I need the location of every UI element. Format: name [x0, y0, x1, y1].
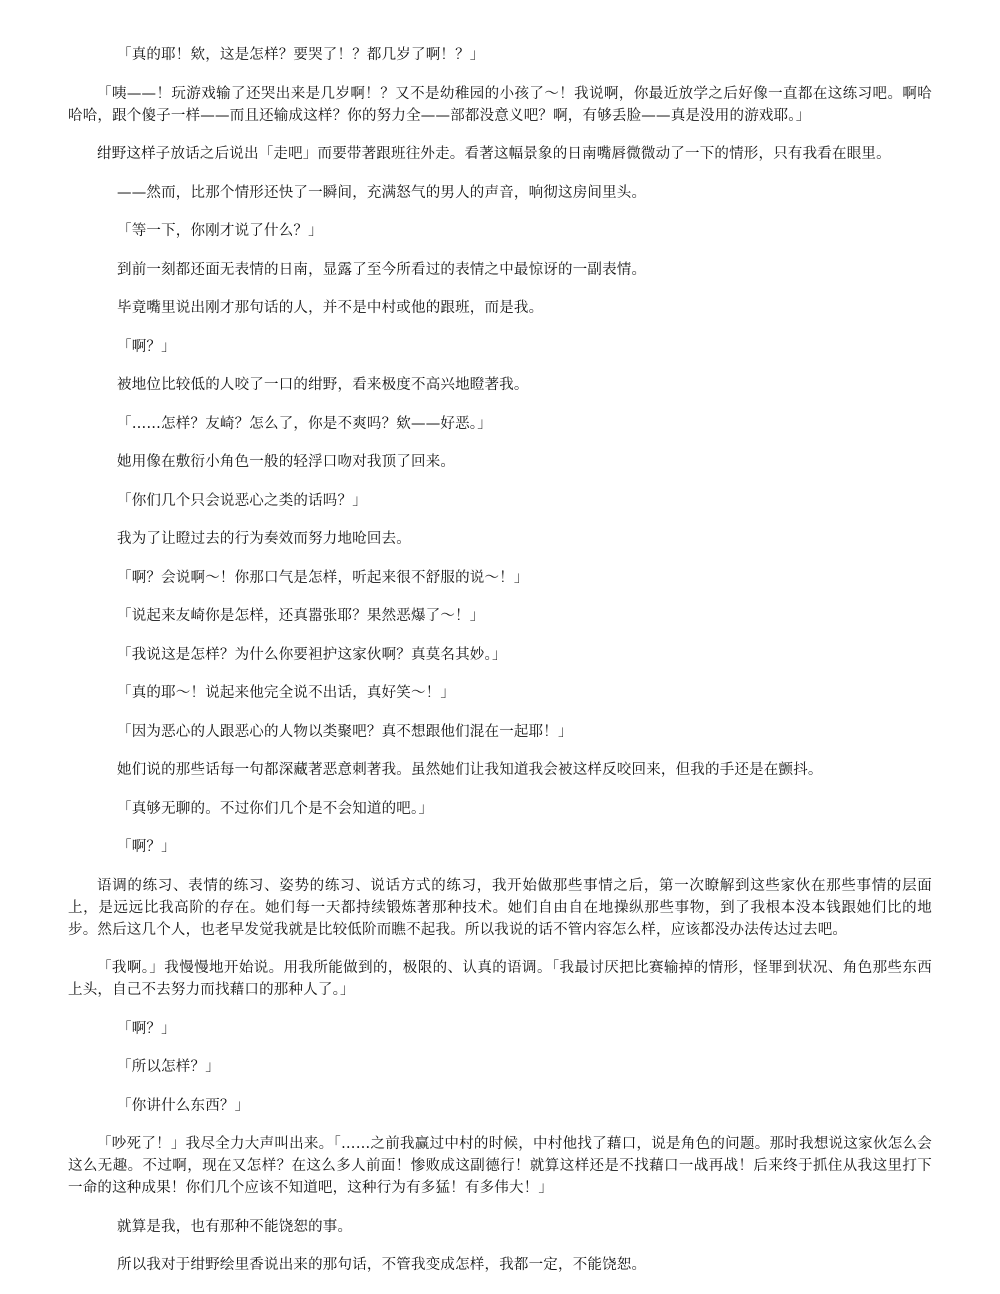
paragraph: 她用像在敷衍小角色一般的轻浮口吻对我顶了回来。 [117, 454, 456, 470]
paragraph: 「真的耶！欸，这是怎样？要哭了！？都几岁了啊！？」 [117, 47, 485, 63]
paragraph: 所以我对于绀野绘里香说出来的那句话，不管我变成怎样，我都一定，不能饶恕。 [117, 1257, 647, 1273]
paragraph: 「吵死了！」我尽全力大声叫出来。「……之前我赢过中村的时候，中村他找了藉口，说是角色的问题。那时我想说这家伙怎么会这么无趣。不过啊，现在又怎样？在这么多人前面！惨败成这副德行！就算这样还是不找藉口一战再战！后来终于抓住从我这里打下一命的这种成果！你们几个应该不知道吧，这种行为有多猛！有多伟大！」 [68, 1136, 932, 1196]
paragraph: 「你讲什么东西？」 [117, 1097, 250, 1114]
paragraph: 语调的练习、表情的练习、姿势的练习、说话方式的练习，我开始做那些事情之后，第一次瞭解到这些家伙在那些事情的层面上，是远远比我高阶的存在。她们每一天都持续锻炼著那种技术。她们自由自在地操纵那些事物，到了我根本没本钱跟她们比的地步。然后这几个人，也老早发觉我就是比较低阶而瞧不起我。所以我说的话不管内容怎么样，应该都没办法传达过去吧。 [68, 877, 932, 938]
paragraph: 「真的耶～！说起来他完全说不出话，真好笑～！」 [117, 685, 456, 701]
paragraph: 绀野这样子放话之后说出「走吧」而要带著跟班往外走。看著这幅景象的日南嘴唇微微动了一下的情形，只有我看在眼里。 [97, 146, 891, 162]
paragraph: 「真够无聊的。不过你们几个是不会知道的吧。」 [117, 800, 434, 817]
paragraph: 到前一刻都还面无表情的日南，显露了至今所看过的表情之中最惊讶的一副表情。 [117, 261, 647, 278]
paragraph: 「啊？」 [117, 839, 176, 855]
paragraph: 毕竟嘴里说出刚才那句话的人，并不是中村或他的跟班，而是我。 [117, 300, 544, 316]
paragraph: 「……怎样？友崎？怎么了，你是不爽吗？欸——好恶。」 [117, 415, 492, 432]
paragraph: 「我啊。」我慢慢地开始说。用我所能做到的，极限的、认真的语调。「我最讨厌把比赛输掉的情形，怪罪到状况、角色那些东西上头，自己不去努力而找藉口的那种人了。」 [68, 960, 932, 998]
paragraph: 她们说的那些话每一句都深藏著恶意刺著我。虽然她们让我知道我会被这样反咬回来，但我的手还是在颤抖。 [117, 762, 823, 778]
paragraph: 「你们几个只会说恶心之类的话吗？」 [117, 492, 367, 509]
paragraph: 「我说这是怎样？为什么你要袒护这家伙啊？真莫名其妙。」 [117, 646, 507, 663]
paragraph: 「啊？会说啊～！你那口气是怎样，听起来很不舒服的说～！」 [117, 569, 529, 586]
paragraph: 「因为恶心的人跟恶心的人物以类聚吧？真不想跟他们混在一起耶！」 [117, 723, 573, 740]
paragraph: 「咦——！玩游戏输了还哭出来是几岁啊！？又不是幼稚园的小孩了～！我说啊，你最近放学之后好像一直都在这练习吧。啊哈哈哈，跟个傻子一样——而且还输成这样？你的努力全——部都没意义吧？啊，有够丢脸——真是没用的游戏耶。」 [68, 85, 932, 124]
paragraph: 「啊？」 [117, 338, 176, 355]
paragraph: 就算是我，也有那种不能饶恕的事。 [117, 1218, 353, 1235]
paragraph: 「所以怎样？」 [117, 1059, 220, 1075]
paragraph: 被地位比较低的人咬了一口的绀野，看来极度不高兴地瞪著我。 [117, 377, 529, 393]
paragraph: ——然而，比那个情形还快了一瞬间，充满怒气的男人的声音，响彻这房间里头。 [117, 184, 647, 201]
paragraph: 「啊？」 [117, 1020, 176, 1037]
paragraph: 「等一下，你刚才说了什么？」 [117, 223, 323, 239]
paragraph: 「说起来友崎你是怎样，还真嚣张耶？果然恶爆了～！」 [117, 608, 485, 624]
paragraph: 我为了让瞪过去的行为奏效而努力地呛回去。 [117, 531, 411, 547]
